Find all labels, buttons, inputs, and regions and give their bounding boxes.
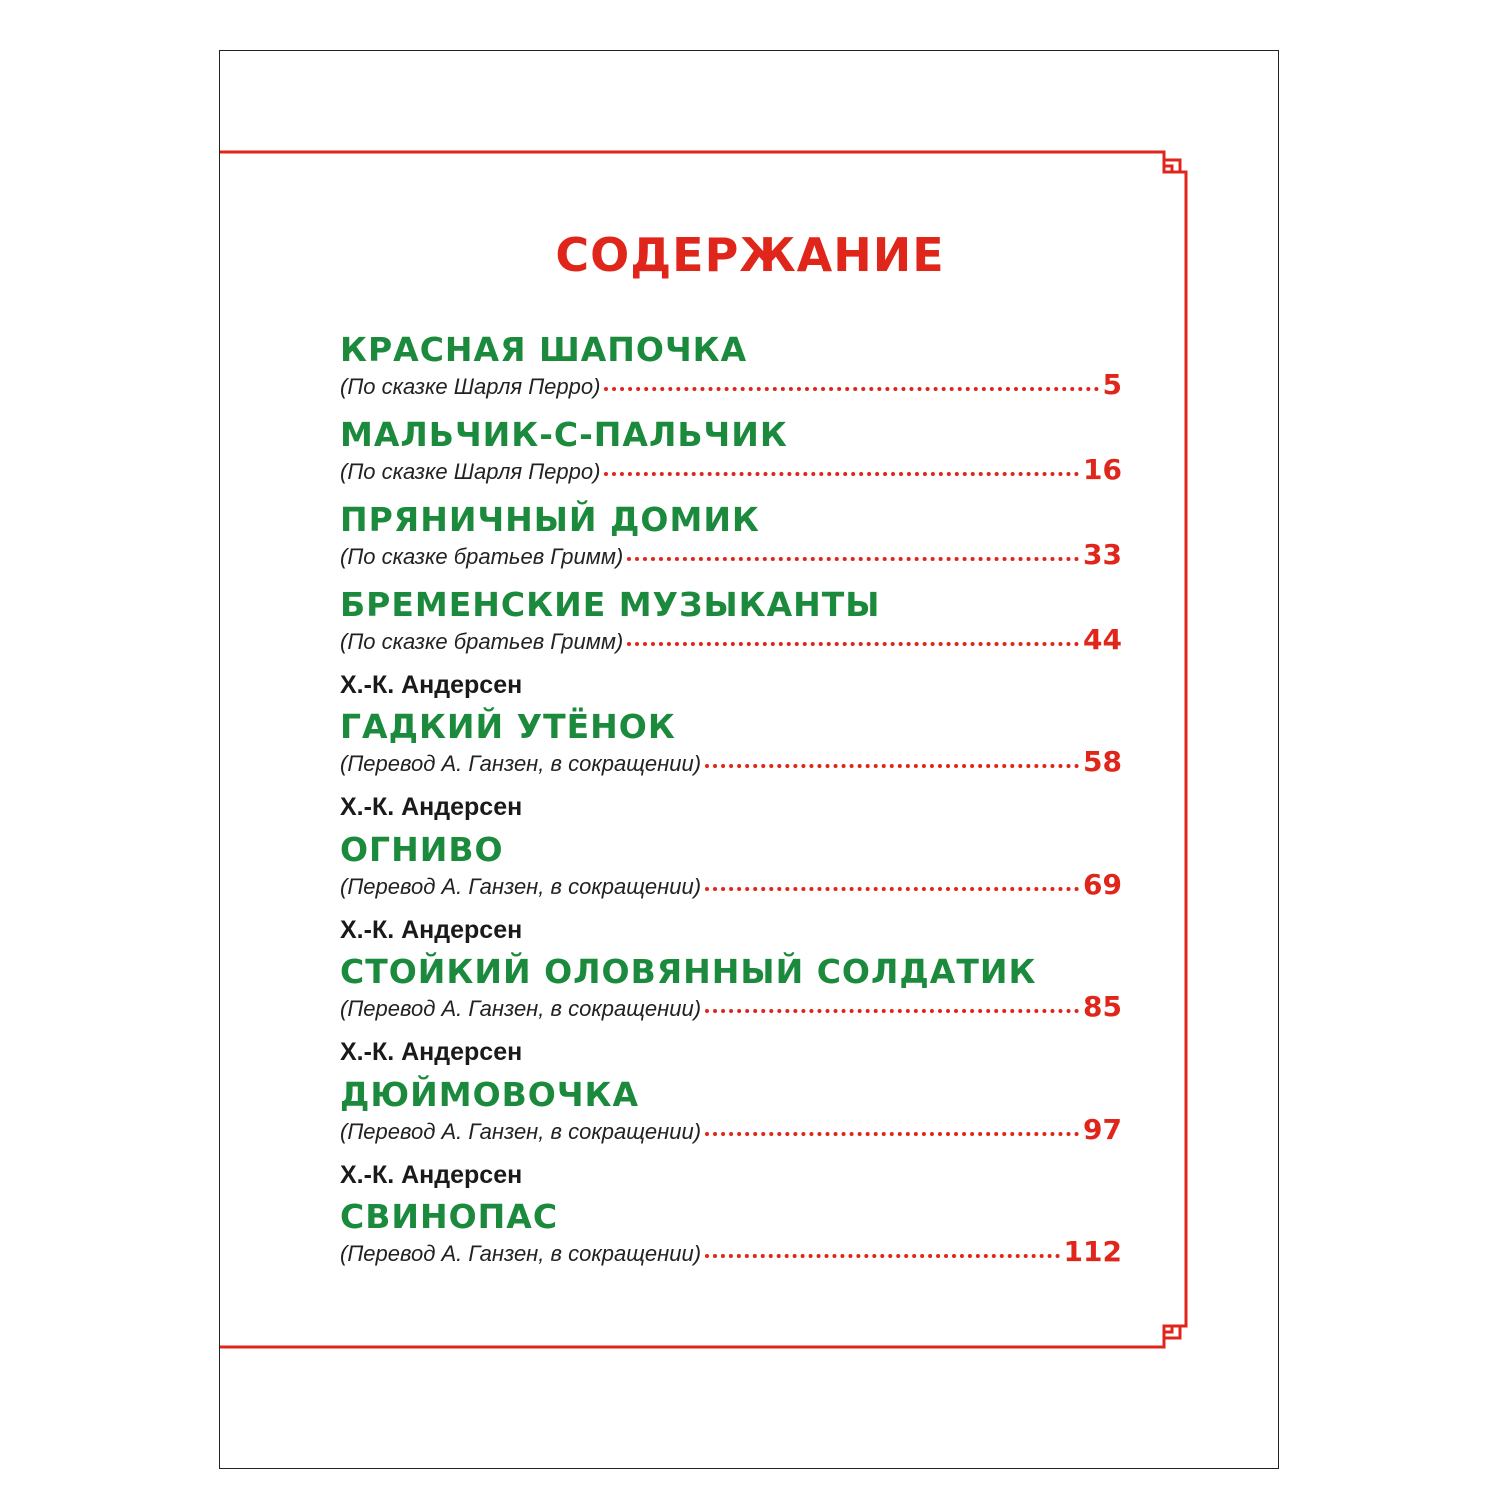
page-number: 44 xyxy=(1083,623,1122,656)
toc-entry-row[interactable] xyxy=(340,623,1122,656)
dot-leader xyxy=(705,1254,1059,1258)
page-number: 112 xyxy=(1063,1235,1122,1268)
story-source: (Перевод А. Ганзен, в сокращении) xyxy=(340,874,702,899)
toc-entry-row[interactable] xyxy=(340,453,1122,486)
story-author: Х.-К. Андерсен xyxy=(340,671,523,699)
toc-entry-row[interactable] xyxy=(340,1113,1122,1146)
page-number: 5 xyxy=(1102,368,1122,401)
toc-entry-row[interactable] xyxy=(340,745,1122,778)
toc-entry-row[interactable] xyxy=(340,538,1122,571)
page-number: 33 xyxy=(1083,538,1122,571)
story-title[interactable]: ГАДКИЙ УТЁНОК xyxy=(340,707,676,746)
toc-entry-row[interactable] xyxy=(340,868,1122,901)
story-title[interactable]: ДЮЙМОВОЧКА xyxy=(340,1075,640,1114)
page-number: 97 xyxy=(1083,1113,1122,1146)
dot-leader xyxy=(705,1132,1079,1136)
page-number: 58 xyxy=(1083,745,1122,778)
story-source: (По сказке братьев Гримм) xyxy=(340,629,624,654)
toc-entry-row[interactable] xyxy=(340,1235,1122,1268)
story-source: (Перевод А. Ганзен, в сокращении) xyxy=(340,751,702,776)
toc-title: СОДЕРЖАНИЕ xyxy=(555,228,945,282)
story-author: Х.-К. Андерсен xyxy=(340,1161,523,1189)
dot-leader xyxy=(604,472,1079,476)
page-number: 69 xyxy=(1083,868,1122,901)
story-source: (Перевод А. Ганзен, в сокращении) xyxy=(340,1119,702,1144)
story-title[interactable]: ПРЯНИЧНЫЙ ДОМИК xyxy=(340,500,760,539)
dot-leader xyxy=(627,557,1079,561)
story-title[interactable]: СТОЙКИЙ ОЛОВЯННЫЙ СОЛДАТИК xyxy=(340,952,1037,991)
page-number: 16 xyxy=(1083,453,1122,486)
story-title[interactable]: МАЛЬЧИК-С-ПАЛЬЧИК xyxy=(340,415,788,454)
dot-leader xyxy=(705,1009,1079,1013)
page-number: 85 xyxy=(1083,990,1122,1023)
story-source: (Перевод А. Ганзен, в сокращении) xyxy=(340,996,702,1021)
story-author: Х.-К. Андерсен xyxy=(340,1038,523,1066)
story-source: (По сказке братьев Гримм) xyxy=(340,544,624,569)
story-source: (Перевод А. Ганзен, в сокращении) xyxy=(340,1241,702,1266)
story-author: Х.-К. Андерсен xyxy=(340,793,523,821)
dot-leader xyxy=(627,642,1079,646)
story-title[interactable]: СВИНОПАС xyxy=(340,1197,559,1236)
dot-leader xyxy=(705,764,1079,768)
story-author: Х.-К. Андерсен xyxy=(340,916,523,944)
story-source: (По сказке Шарля Перро) xyxy=(340,374,601,399)
dot-leader xyxy=(705,887,1079,891)
story-source: (По сказке Шарля Перро) xyxy=(340,459,601,484)
toc-entry-row[interactable] xyxy=(340,990,1122,1023)
story-title[interactable]: БРЕМЕНСКИЕ МУЗЫКАНТЫ xyxy=(340,585,881,624)
dot-leader xyxy=(604,387,1098,391)
story-title[interactable]: КРАСНАЯ ШАПОЧКА xyxy=(340,330,748,369)
story-title[interactable]: ОГНИВО xyxy=(340,830,504,869)
toc-entry-row[interactable] xyxy=(340,368,1122,401)
